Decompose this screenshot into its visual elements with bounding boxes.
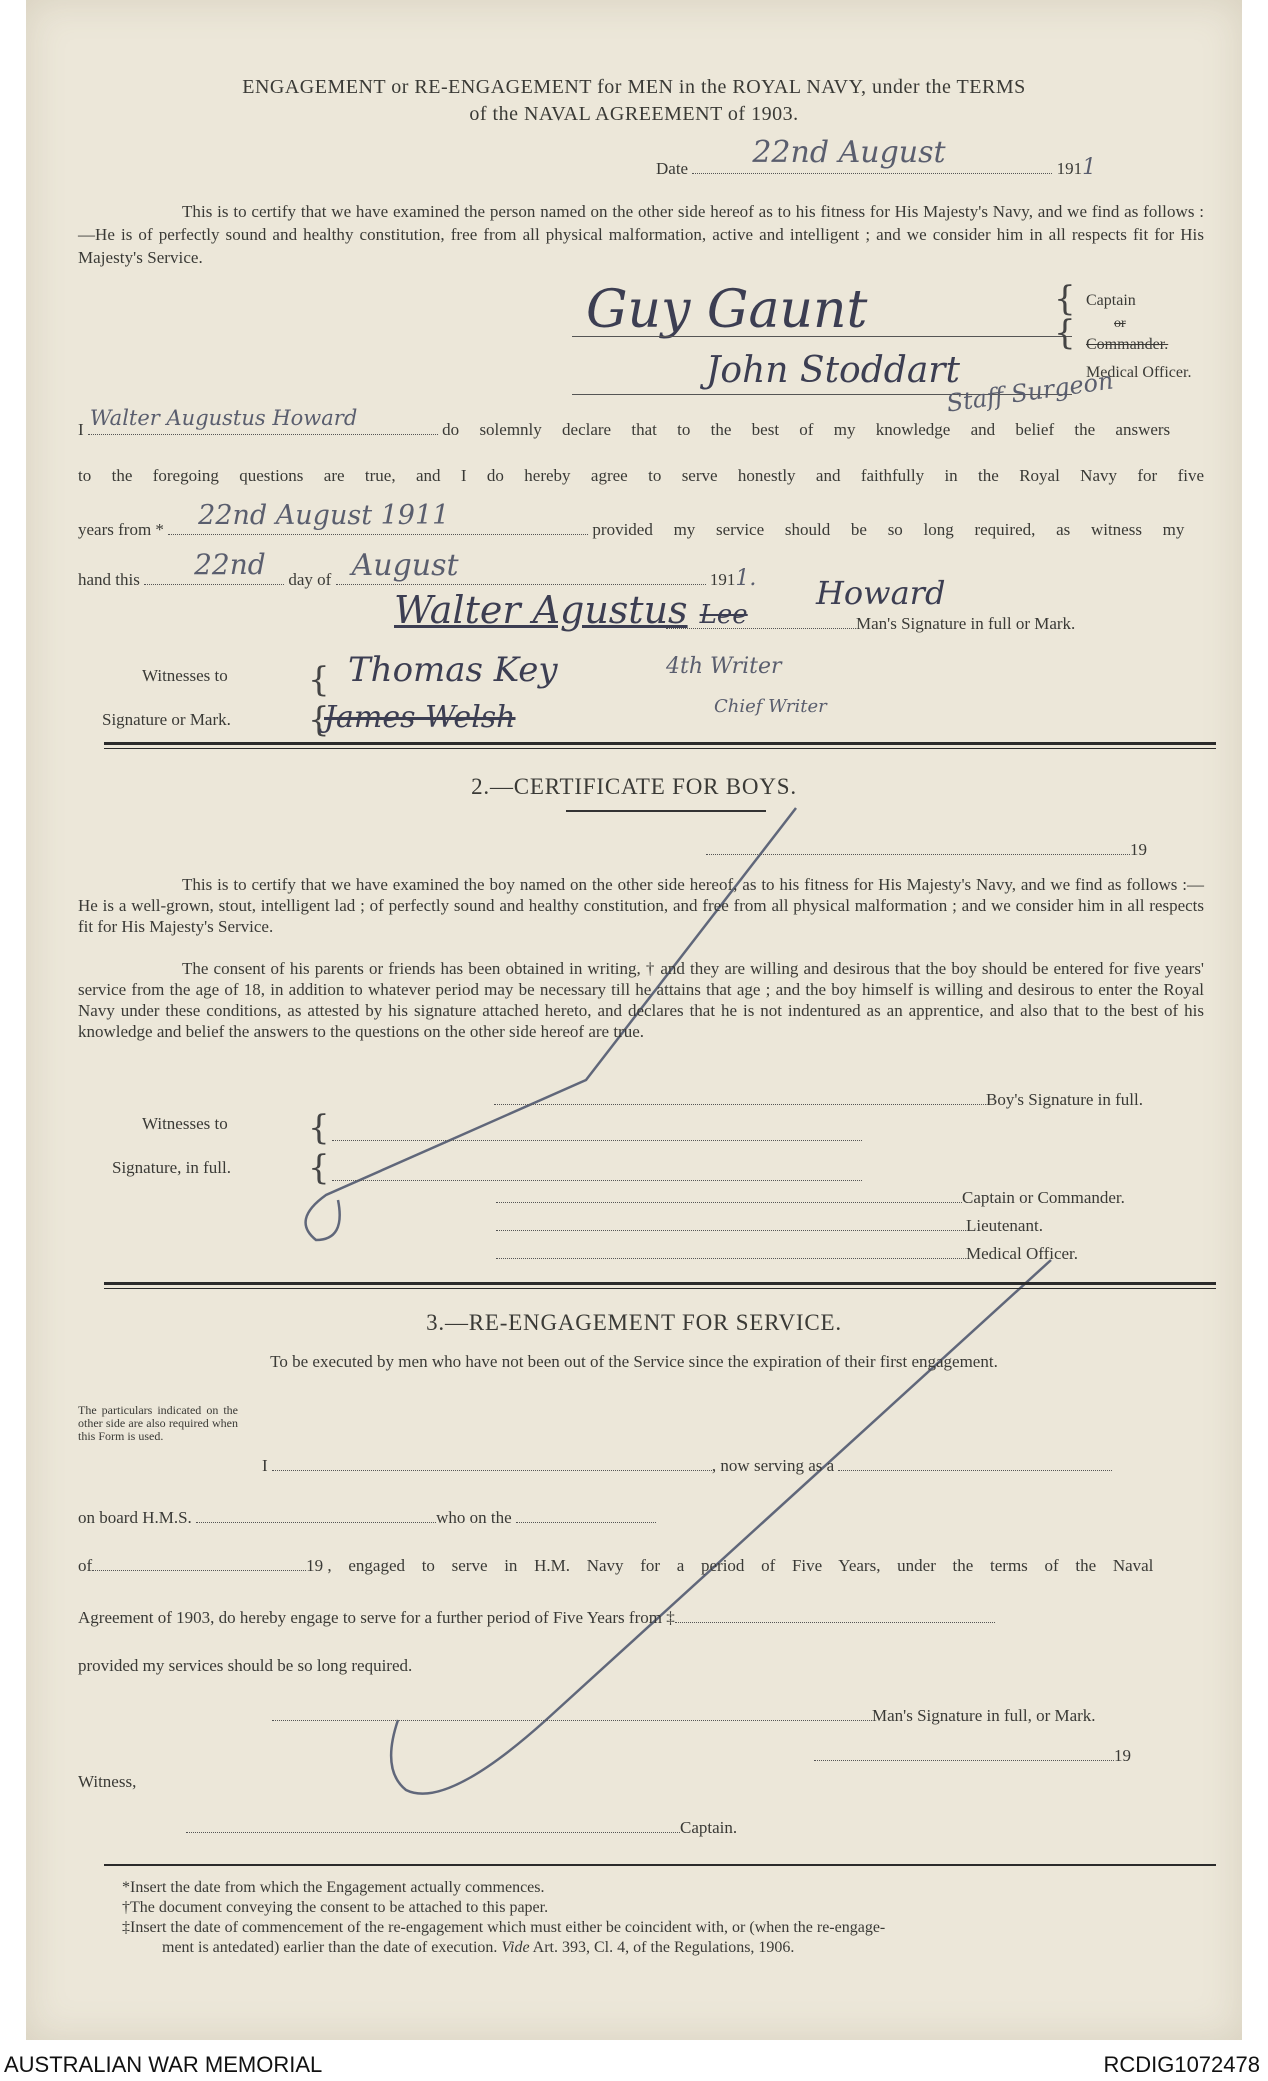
- boys-medical-label: Medical Officer.: [966, 1244, 1079, 1263]
- reengage-of-dots: [92, 1570, 306, 1571]
- footnote-star: *Insert the date from which the Engagement actually commences.: [122, 1879, 545, 1896]
- section-3-title: 3.—RE-ENGAGEMENT FOR SERVICE.: [426, 1310, 842, 1335]
- reengage-date-row: [814, 1746, 1131, 1766]
- date-year: 191: [1056, 159, 1083, 178]
- reengage-ship-dots: [196, 1522, 436, 1523]
- date-year-suffix: 1: [1082, 155, 1097, 180]
- boys-witnesses-brace: { {: [308, 1108, 330, 1188]
- or-label: or: [1114, 316, 1126, 331]
- hand-month-field: [336, 548, 706, 585]
- boys-lieutenant-row: [496, 1216, 1043, 1236]
- man-signature-row: [666, 614, 1075, 634]
- hand-year-suffix: 1.: [735, 566, 757, 591]
- date-handwritten: 22nd August: [752, 135, 946, 170]
- man-signature-struck: Lee: [699, 600, 748, 630]
- witness-2-signature: James Welsh: [324, 700, 516, 735]
- hand-day-field: [144, 548, 284, 585]
- commander-label: Commander.: [1086, 336, 1169, 353]
- boys-medical-dots: [496, 1258, 966, 1259]
- reengage-line-1: [262, 1456, 1112, 1476]
- officer-brace: { {: [1054, 279, 1076, 353]
- reengage-date-dots: [814, 1760, 1114, 1761]
- witnesses-label: Witnesses to: [142, 666, 228, 685]
- reengage-line-2: [78, 1508, 656, 1528]
- signature-or-mark-label: Signature or Mark.: [102, 710, 231, 729]
- declaration-prefix: I: [78, 420, 84, 439]
- hand-month-value: August: [351, 548, 459, 583]
- footnote-ddagger-1: ‡Insert the date of commencement of the re-engagement which must either be coincident with, or (when the re-engage-: [122, 1919, 886, 1936]
- reengage-name-dots: [272, 1470, 712, 1471]
- man-signature-label: Man's Signature in full or Mark.: [856, 614, 1076, 633]
- captain-signature: Guy Gaunt: [586, 280, 868, 340]
- fitness-certificate-text: This is to certify that we have examined the person named on the other side hereof as to his fitness for His Majesty's Navy, and we find as follows :—He is of perfectly sound and healthy constitution, free from all physical malformation, active and intelligent ; and we consider him in all respects fit for His Majesty's Service.: [78, 202, 1204, 267]
- reengage-who-dots: [516, 1522, 656, 1523]
- boys-signature-label: Boy's Signature in full.: [986, 1090, 1144, 1109]
- boys-date-year: 19: [1130, 840, 1147, 859]
- boys-lieutenant-dots: [496, 1230, 966, 1231]
- heading-line-1: ENGAGEMENT or RE-ENGAGEMENT for MEN in the ROYAL NAVY, under the TERMS: [242, 76, 1026, 98]
- reengage-rating-dots: [838, 1470, 1112, 1471]
- reengage-captain-label: Captain.: [680, 1818, 738, 1837]
- reengage-man-signature-row: [272, 1706, 1096, 1726]
- boys-witness-1-dots: [332, 1140, 862, 1141]
- boys-signature-full-label: Signature, in full.: [112, 1158, 231, 1177]
- footnote-vide: Vide: [501, 1939, 530, 1956]
- boys-captain-dots: [496, 1202, 962, 1203]
- boys-date-dots: [706, 854, 1130, 855]
- reengage-year-label: 19: [306, 1556, 324, 1575]
- years-from-value: 22nd August 1911: [198, 500, 450, 531]
- reengage-man-signature-dots: [272, 1720, 872, 1721]
- years-from-row: [78, 500, 1204, 540]
- boys-witness-2-dots: [332, 1180, 862, 1181]
- boys-medical-row: [496, 1244, 1078, 1264]
- reengage-line-4: [78, 1608, 1204, 1628]
- declarant-name: Walter Augustus Howard: [89, 406, 358, 430]
- footnote-dagger: †The document conveying the consent to be attached to this paper.: [122, 1899, 549, 1916]
- reengage-now-serving: , now serving as a: [711, 1456, 835, 1475]
- reengage-i-label: I: [262, 1456, 268, 1475]
- section-1-divider: [104, 742, 1216, 745]
- reengage-who-label: who on the: [436, 1508, 512, 1527]
- form-heading: [26, 76, 1242, 126]
- date-field: [692, 135, 1052, 174]
- archive-reference: RCDIG1072478: [1103, 2052, 1260, 2077]
- boys-date-row: [706, 840, 1147, 860]
- reengage-line-5: provided my services should be so long required.: [78, 1656, 413, 1675]
- captain-signature-line: [572, 336, 1072, 337]
- reengage-witness-label: Witness,: [78, 1772, 137, 1791]
- date-label: Date: [656, 159, 689, 178]
- witness-2-rank: Chief Writer: [714, 696, 827, 717]
- provided-text: provided my service should be so long required, as witness my: [592, 520, 1185, 539]
- section-2-title-rule: [566, 810, 766, 812]
- medical-officer-label: Medical Officer.: [1086, 364, 1192, 381]
- footnote-ddagger-2a: ment is antedated) earlier than the date of execution.: [162, 1939, 498, 1956]
- witness-1-rank: 4th Writer: [666, 654, 782, 679]
- hand-day-value: 22nd: [194, 548, 266, 581]
- reengage-date-year: 19: [1114, 1746, 1131, 1765]
- boys-captain-row: [496, 1188, 1125, 1208]
- declarant-name-field: [88, 406, 438, 435]
- section-2-divider-thin: [104, 1288, 1216, 1289]
- archive-name: AUSTRALIAN WAR MEMORIAL: [4, 2052, 323, 2077]
- reengage-captain-dots: [186, 1832, 680, 1833]
- footnote-ddagger-2: [122, 1938, 885, 1958]
- footnotes: [122, 1878, 885, 1958]
- declaration-line-1: [78, 406, 1204, 440]
- date-row: [656, 135, 1097, 180]
- footnote-ddagger-2b: Art. 393, Cl. 4, of the Regulations, 1906.: [532, 1939, 795, 1956]
- footnote-divider: [104, 1864, 1216, 1866]
- medical-officer-signature: John Stoddart: [706, 350, 960, 391]
- heading-line-2: of the NAVAL AGREEMENT of 1903.: [469, 103, 799, 125]
- reengage-board-label: on board H.M.S.: [78, 1508, 192, 1527]
- section-2-title: 2.—CERTIFICATE FOR BOYS.: [471, 774, 797, 799]
- reengage-captain-row: [186, 1818, 737, 1838]
- declaration-line-2: to the foregoing questions are true, and I do hereby agree to serve honestly and faithfully in the Royal Navy for five: [78, 466, 1204, 485]
- boys-captain-label: Captain or Commander.: [962, 1188, 1125, 1207]
- years-from-label: years from *: [78, 520, 164, 539]
- section-3-side-note: The particulars indicated on the other side are also required when this Form is used.: [78, 1403, 238, 1443]
- section-2-divider: [104, 1282, 1216, 1285]
- reengage-of-label: of: [78, 1556, 93, 1575]
- medical-officer-rank: Staff Surgeon: [944, 366, 1116, 418]
- man-signature-dots: [666, 628, 856, 629]
- man-signature-surname: Howard: [816, 574, 946, 612]
- witnesses-brace: { {: [308, 660, 330, 740]
- day-of-label: day of: [288, 570, 332, 589]
- archive-footer: [0, 2046, 1268, 2081]
- document-page: [26, 0, 1242, 2040]
- reengage-from-dots: [675, 1622, 995, 1623]
- witness-1-signature: Thomas Key: [348, 650, 558, 690]
- boys-signature-dots: [494, 1104, 986, 1105]
- boys-consent-text: The consent of his parents or friends has been obtained in writing, † and they are willing and desirous that the boy should be entered for five years' service from the age of 18, in addition to whatever period may be necessary till he attains that age ; and the boy himself is willing and desirous to enter the Royal Navy under these conditions, as attested by his signature attached hereto, and declares that he is not indentured as an apprentice, and also that to the best of his knowledge and belief the answers to the questions on the other side hereof are true.: [78, 959, 1204, 1041]
- declaration-text-1: do solemnly declare that to the best of my knowledge and belief the answers: [442, 420, 1171, 439]
- hand-this-label: hand this: [78, 570, 140, 589]
- section-1-divider-thin: [104, 748, 1216, 749]
- reengage-engaged-text: , engaged to serve in H.M. Navy for a period of Five Years, under the terms of the Naval: [327, 1556, 1154, 1575]
- reengage-line-3: [78, 1556, 1204, 1576]
- boys-certificate-text: This is to certify that we have examined the boy named on the other side hereof, as to his fitness for His Majesty's Navy, and we find as follows :—He is a well-grown, stout, intelligent lad ; of perfectly sound and healthy constitution, and free from all physical malformation ; and we consider him in all respects fit for His Majesty's Service.: [78, 875, 1204, 936]
- boys-witnesses-label: Witnesses to: [142, 1114, 228, 1133]
- boys-signature-row: [494, 1090, 1143, 1110]
- captain-label: Captain: [1086, 292, 1136, 309]
- hand-year: 191: [709, 570, 736, 589]
- man-signature-given: Walter Agustus: [394, 588, 688, 632]
- boys-lieutenant-label: Lieutenant.: [966, 1216, 1043, 1235]
- reengage-man-signature-label: Man's Signature in full, or Mark.: [872, 1706, 1096, 1725]
- reengage-agreement-text: Agreement of 1903, do hereby engage to serve for a further period of Five Years from ‡: [78, 1608, 675, 1627]
- years-from-field: [168, 500, 588, 535]
- section-3-subtitle: To be executed by men who have not been out of the Service since the expiration of their first engagement.: [270, 1352, 998, 1371]
